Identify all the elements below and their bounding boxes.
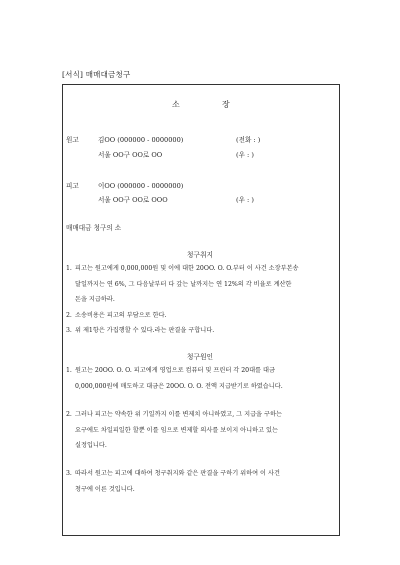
plaintiff-address: 서울 OO구 OO로 OO [98, 151, 163, 159]
claim-purpose-item [66, 308, 336, 324]
document-title-right: 장 [222, 100, 230, 109]
plaintiff-name-id: 김OO (000000 - 0000000) [98, 136, 184, 144]
item-line: 달일까지는 연 6%, 그 다음날부터 다 갚는 날까지는 연 12%의 각 비율로 계산한 [75, 280, 292, 288]
item-number: 1. [66, 367, 72, 374]
case-title: 매매대금 청구의 소 [66, 224, 122, 232]
claim-purpose-list [66, 261, 336, 339]
claim-cause-heading: 청구원인 [186, 353, 214, 361]
item-line: 피고는 원고에게 0,000,000원 및 이에 대한 20OO. O. O.부터 이 사건 소장부본송 [75, 265, 299, 272]
form-label: [서식] 매매대금청구 [62, 70, 131, 79]
claim-purpose-item [66, 323, 336, 339]
plaintiff-phone: (전화 : ) [236, 136, 261, 144]
item-number: 3. [66, 327, 72, 334]
item-line: 원고는 20OO. O. O. 피고에게 영업으로 컴퓨터 및 프린터 각 20대를 대금 [75, 367, 275, 374]
item-line: 청구에 이른 것입니다. [75, 485, 135, 493]
plaintiff-postal: (우 : ) [236, 151, 254, 159]
claim-cause-item-2 [66, 407, 336, 454]
defendant-role: 피고 [66, 182, 79, 190]
defendant-address: 서울 OO구 OO로 OOO [98, 196, 168, 204]
item-line: 따라서 원고는 피고에 대하여 청구취지와 같은 판결을 구하기 위하여 이 사건 [75, 470, 280, 477]
item-line: 돈을 지급하라. [75, 296, 115, 303]
claim-purpose-item [66, 261, 336, 308]
item-line: 실정입니다. [75, 442, 107, 449]
item-line: 그러나 피고는 약속한 위 기일까지 이를 변제치 아니하였고, 그 지급을 구하는 [75, 411, 282, 418]
claim-cause-item-3 [66, 466, 336, 497]
claim-cause-item-1 [66, 363, 336, 394]
claim-purpose-heading: 청구취지 [186, 251, 214, 259]
item-number: 2. [66, 311, 72, 319]
item-number: 2. [66, 411, 72, 418]
document-title-left: 소 [172, 100, 180, 109]
item-line: 요구에도 차일피일한 할뿐 이를 임으로 변제할 의사를 보이지 아니하고 있는 [75, 426, 278, 434]
defendant-postal: (우 : ) [236, 196, 254, 204]
defendant-name-id: 이OO (000000 - 0000000) [98, 182, 184, 190]
item-line: 0,000,000원에 매도하고 대금은 20OO. O. O. 전액 지급받기로 하였습니다. [75, 382, 283, 390]
item-line: 소송비용은 피고의 부담으로 한다. [75, 311, 167, 319]
item-number: 3. [66, 470, 72, 477]
item-line: 위 제1항은 가집행할 수 있다.라는 판결을 구합니다. [75, 327, 215, 334]
item-number: 1. [66, 265, 72, 272]
plaintiff-role: 원고 [66, 136, 79, 144]
